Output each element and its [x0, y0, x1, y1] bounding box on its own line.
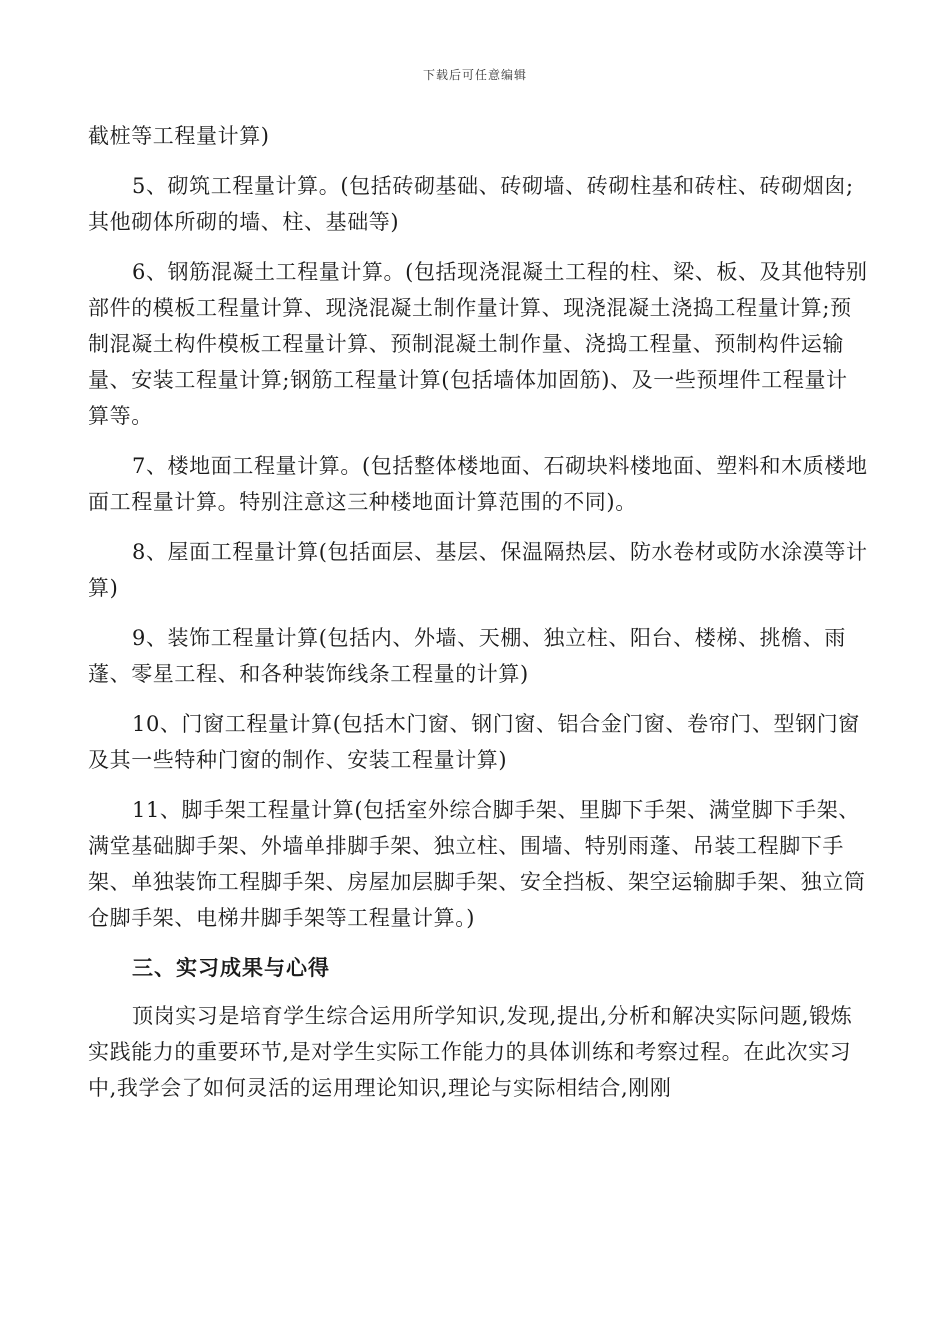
paragraph-continuation: 截桩等工程量计算)	[88, 124, 270, 148]
paragraph-item-10: 10、门窗工程量计算(包括木门窗、钢门窗、铝合金门窗、卷帘门、型钢门窗及其一些特种门窗的制作、安装工程量计算)	[88, 712, 860, 772]
paragraph-item-8: 8、屋面工程量计算(包括面层、基层、保温隔热层、防水卷材或防水涂漠等计算)	[88, 540, 868, 600]
section-paragraph: 顶岗实习是培育学生综合运用所学知识,发现,提出,分析和解决实际问题,锻炼实践能力的重要环节,是对学生实际工作能力的具体训练和考察过程。在此次实习中,我学会了如何灵活的运用理论知识,理论与实际相结合,刚刚	[88, 1004, 853, 1100]
page-header: 下载后可任意编辑	[422, 68, 527, 82]
document-body	[88, 118, 868, 1120]
paragraph-item-7: 7、楼地面工程量计算。(包括整体楼地面、石砌块料楼地面、塑料和木质楼地面工程量计算。特别注意这三种楼地面计算范围的不同)。	[88, 454, 868, 514]
paragraph-item-11: 11、脚手架工程量计算(包括室外综合脚手架、里脚下手架、满堂脚下手架、满堂基础脚手架、外墙单排脚手架、独立柱、围墙、特别雨蓬、吊装工程脚下手架、单独装饰工程脚手架、房屋加层脚手架、安全挡板、架空运输脚手架、独立筒仓脚手架、电梯井脚手架等工程量计算。)	[88, 798, 866, 930]
section-heading: 三、实习成果与心得	[132, 956, 330, 980]
paragraph-item-6: 6、钢筋混凝土工程量计算。(包括现浇混凝土工程的柱、梁、板、及其他特别部件的模板工程量计算、现浇混凝土制作量计算、现浇混凝土浇捣工程量计算;预制混凝土构件模板工程量计算、预制混凝土制作量、浇捣工程量、预制构件运输量、安装工程量计算;钢筋工程量计算(包括墙体加固筋)、及一些预埋件工程量计算等。	[88, 260, 868, 428]
paragraph-item-5: 5、砌筑工程量计算。(包括砖砌基础、砖砌墙、砖砌柱基和砖柱、砖砌烟囱;其他砌体所砌的墙、柱、基础等)	[88, 174, 854, 234]
paragraph-item-9: 9、装饰工程量计算(包括内、外墙、天棚、独立柱、阳台、楼梯、挑檐、雨蓬、零星工程、和各种装饰线条工程量的计算)	[88, 626, 846, 686]
